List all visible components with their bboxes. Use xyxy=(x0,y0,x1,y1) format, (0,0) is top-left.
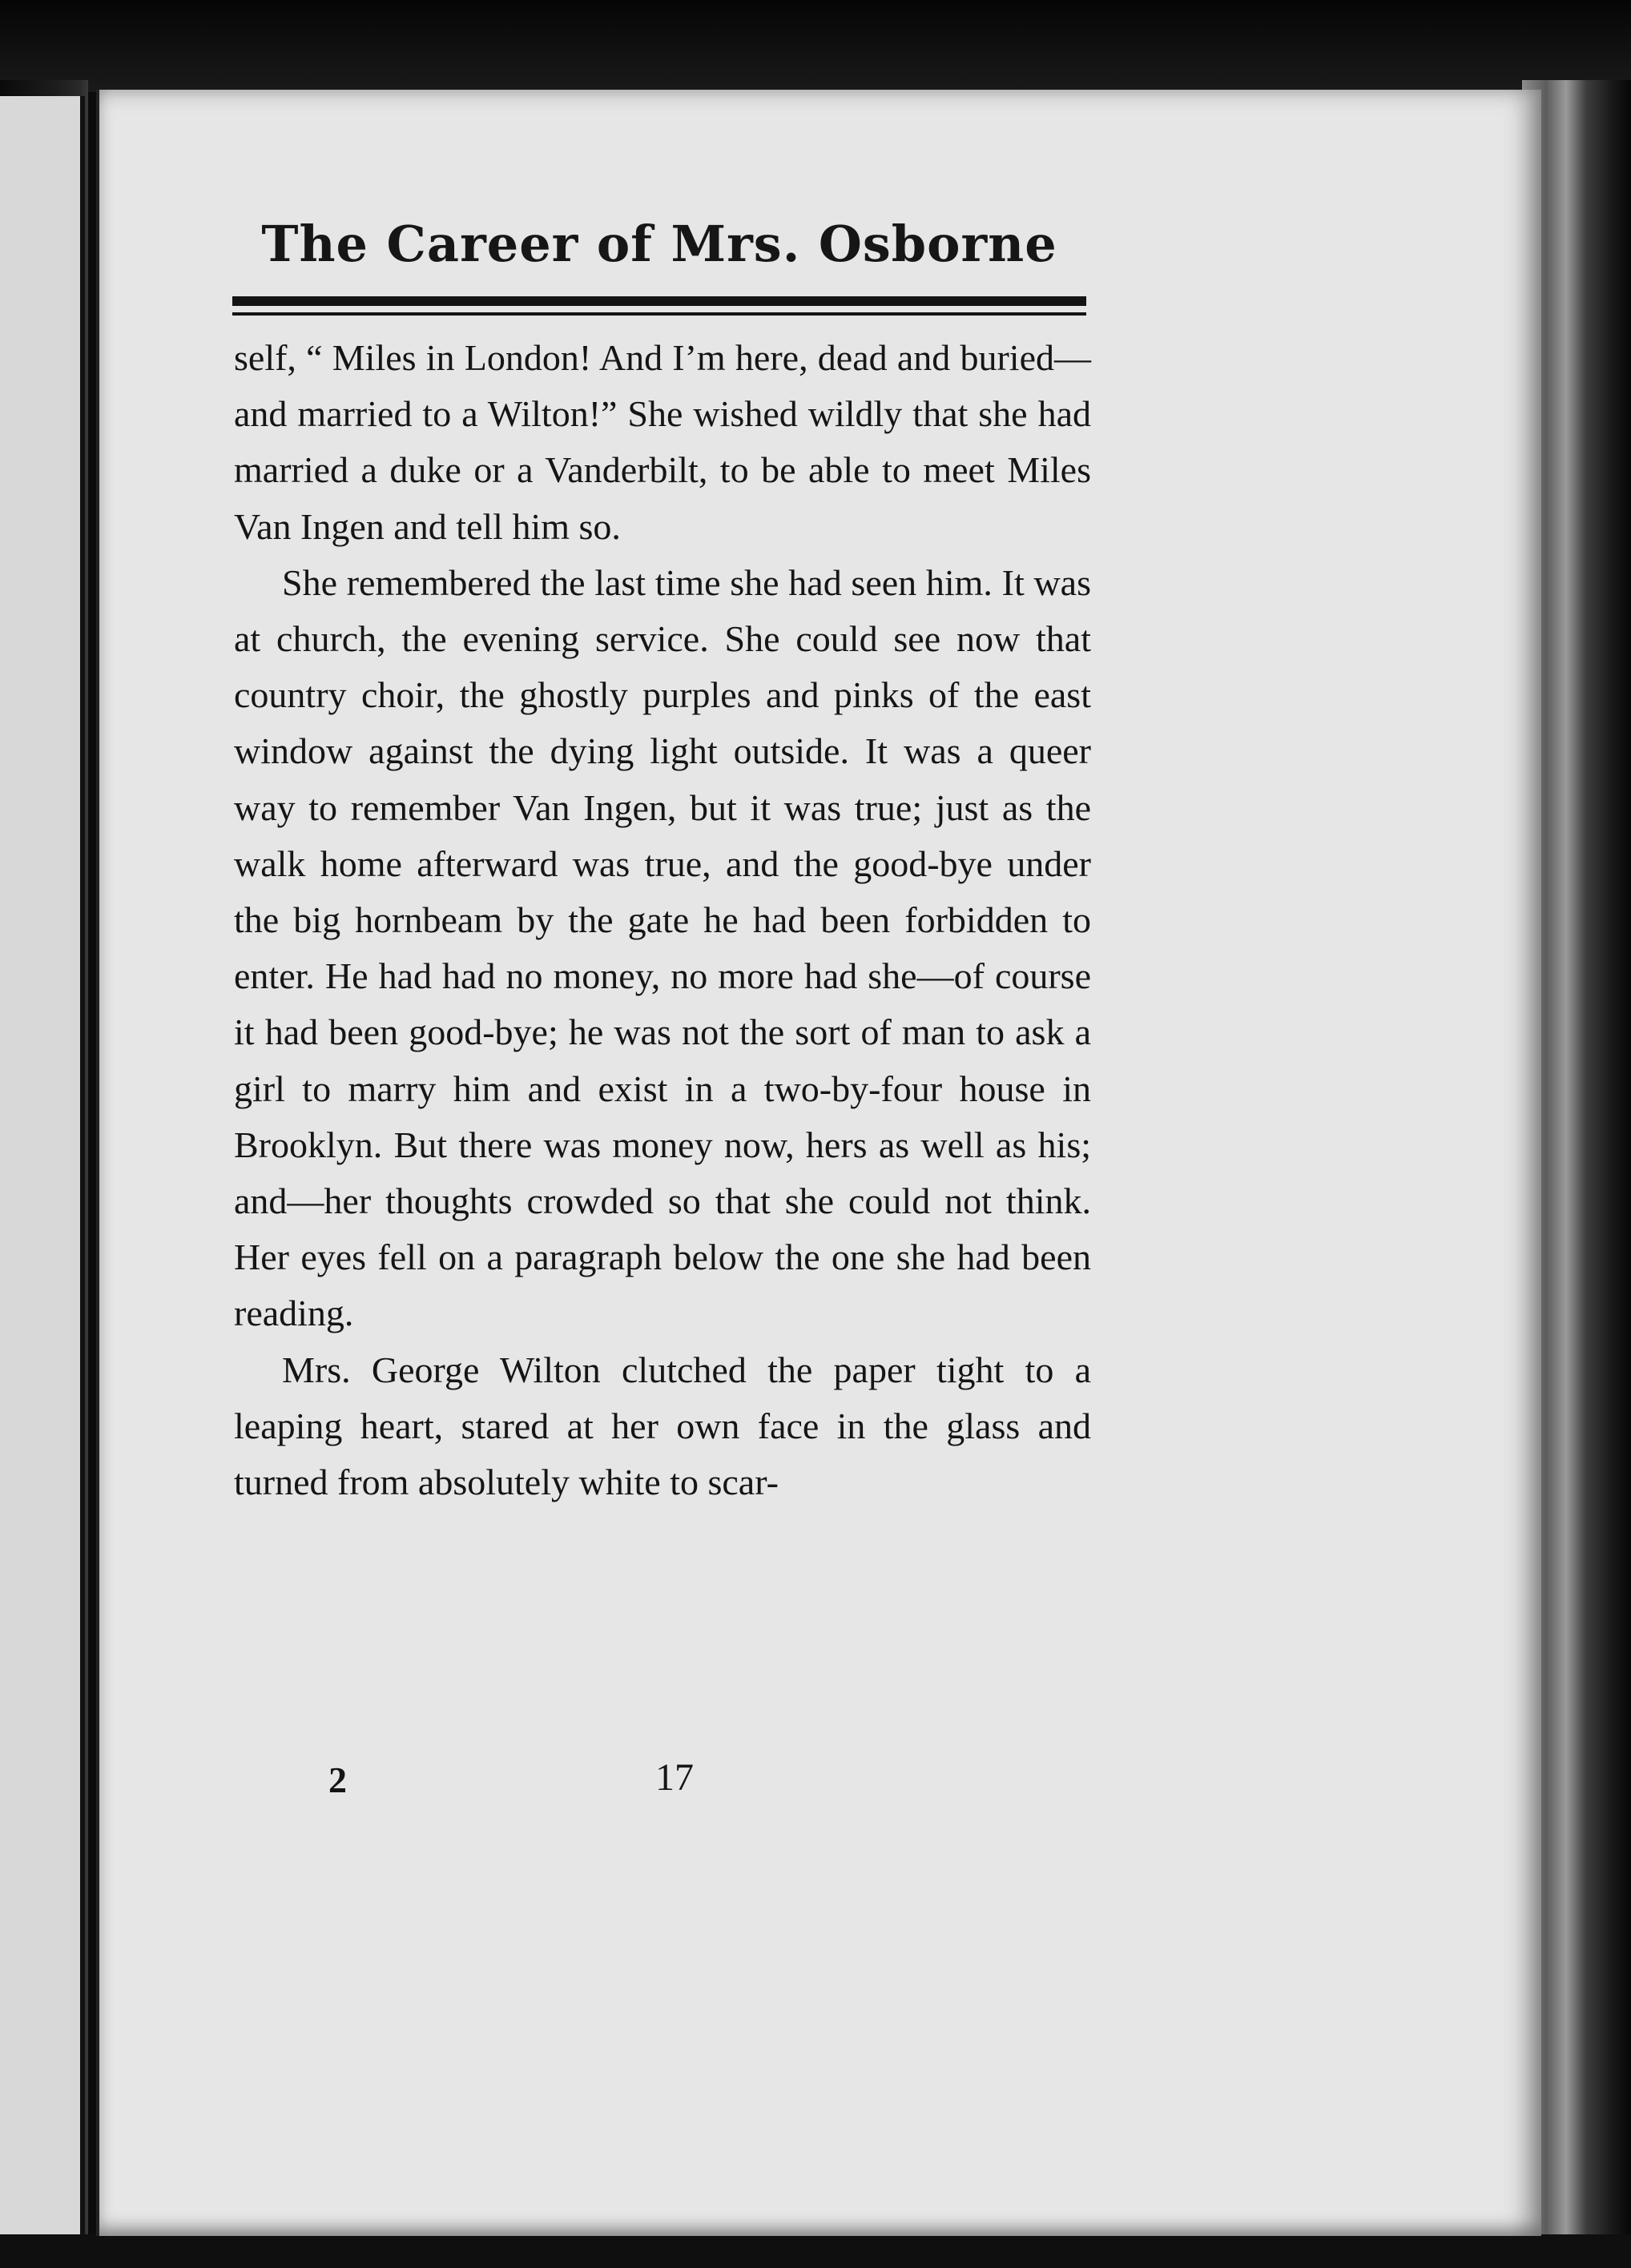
page-number: 17 xyxy=(655,1756,694,1799)
paragraph: self, “ Miles in London! And I’m here, dead and buried—and married to a Wilton!” She wished wildly that she had married a duke or a Vanderbilt, to be able to meet Miles Van Ingen and tell him so. xyxy=(234,337,1091,547)
paragraph: She remembered the last time she had seen him. It was at church, the evening service. She could see now that country choir, the ghostly purples and pinks of the east window against the dying light outside. It was a queer way to remember Van Ingen, but it was true; just as the walk home afterward was true, and the good-bye under the big hornbeam by the gate he had been forbidden to enter. He had had no money, no more had she—of course it had been good-bye; he was not the sort of man to ask a girl to marry him and exist in a two-by-four house in Brooklyn. But there was money now, hers as well as his; and—her thoughts crowded so that she could not think. Her eyes fell on a paragraph below the one she had been reading. xyxy=(234,561,1091,1334)
body-text xyxy=(234,330,1091,1510)
header-rule-thin xyxy=(232,312,1086,316)
facing-page-edge xyxy=(0,96,85,2242)
scan-background-bottom xyxy=(0,2234,1631,2268)
header-rule-thick xyxy=(232,296,1086,306)
scan-background-top xyxy=(0,0,1631,92)
running-head: The Career of Mrs. Osborne xyxy=(261,215,1057,273)
paragraph: Mrs. George Wilton clutched the paper tight to a leaping heart, stared at her own face in the glass and turned from absolutely white to scar- xyxy=(234,1349,1091,1503)
signature-mark: 2 xyxy=(328,1759,347,1800)
